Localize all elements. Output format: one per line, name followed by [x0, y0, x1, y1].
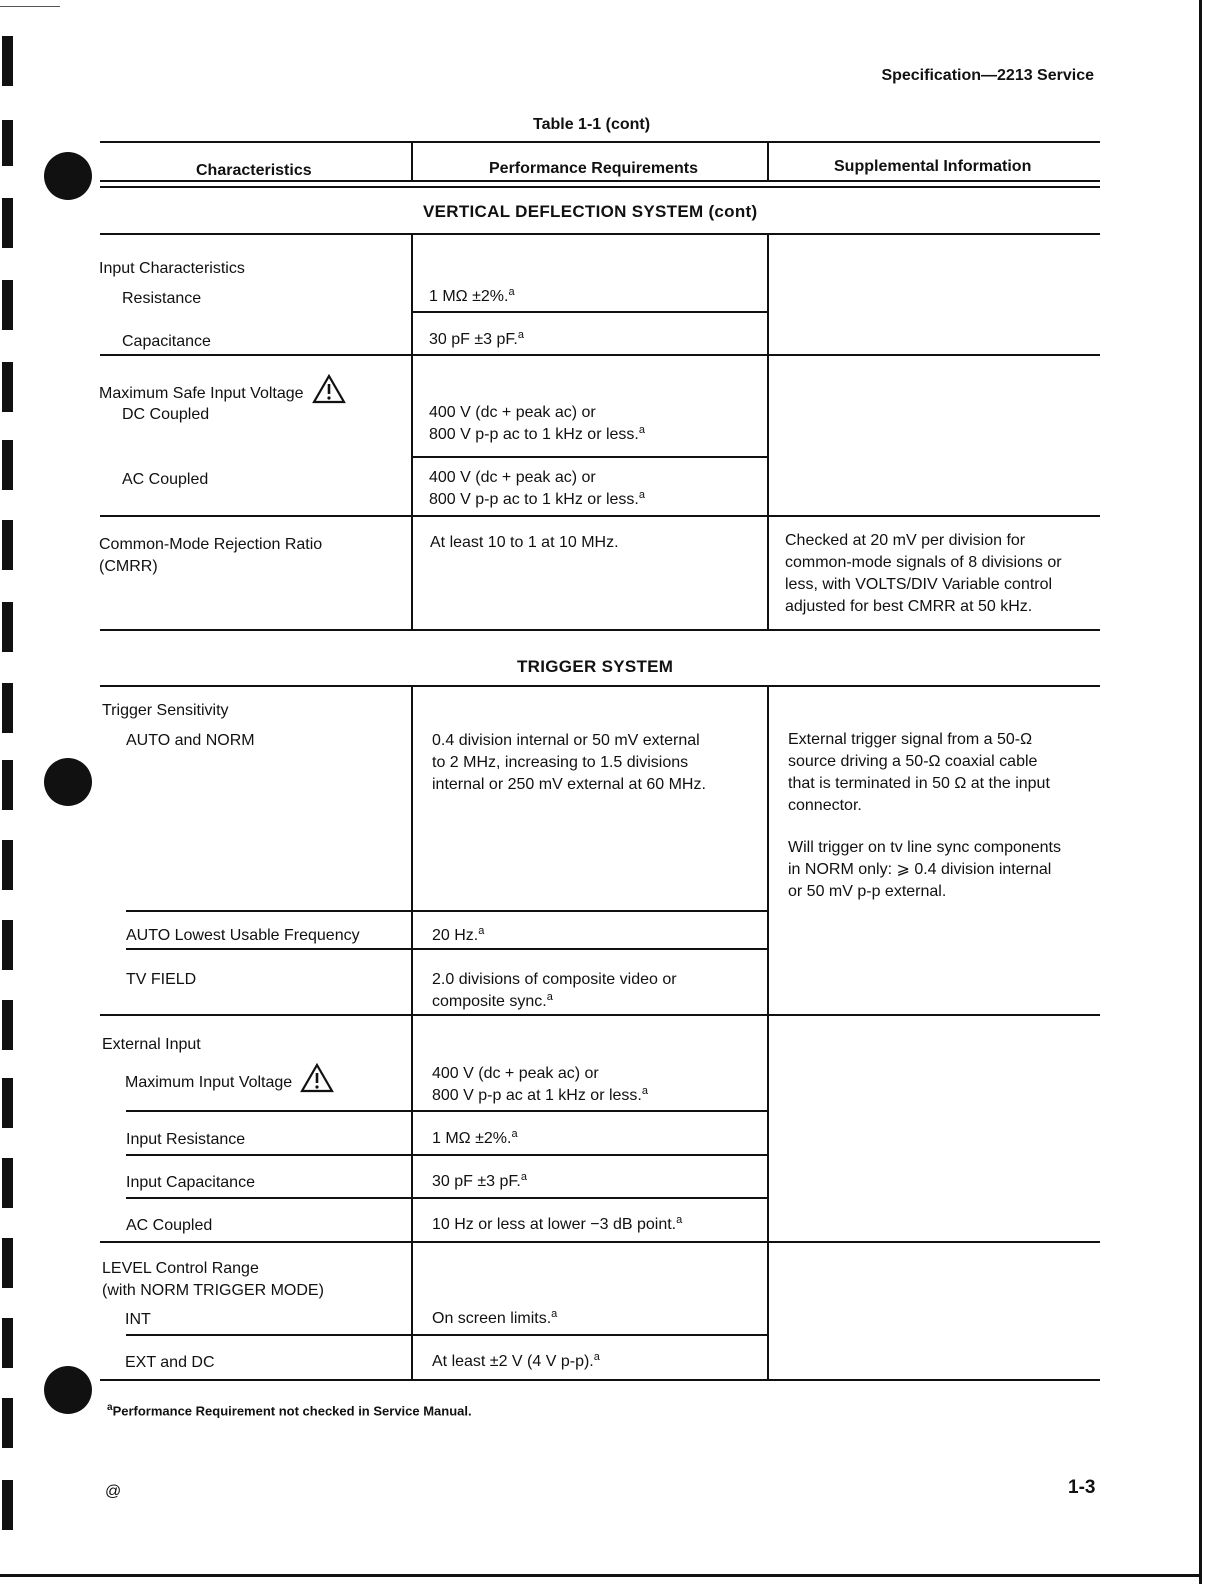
column-divider: [411, 685, 413, 1381]
label-input-resistance: Input Resistance: [126, 1131, 246, 1148]
label-trigger-sensitivity: Trigger Sensitivity: [102, 702, 229, 719]
binding-bar: [2, 683, 13, 733]
binding-bar: [2, 1480, 13, 1530]
value-ext-dc: At least ±2 V (4 V p-p).$^a$: [432, 1351, 600, 1370]
row-rule: [126, 948, 768, 950]
value-tv-field-2: composite sync.$^a$: [432, 991, 553, 1010]
row-rule: [411, 311, 768, 313]
value-auto-norm-1: 0.4 division internal or 50 mV external: [432, 732, 700, 749]
label-dc-coupled: DC Coupled: [122, 406, 210, 423]
value-input-resistance: 1 MΩ ±2%.$^a$: [432, 1128, 518, 1147]
label-capacitance: Capacitance: [122, 333, 211, 350]
binding-bar: [2, 280, 13, 330]
binding-bar: [2, 920, 13, 970]
punch-hole: [44, 758, 92, 806]
row-rule: [126, 1334, 768, 1336]
binding-bar: [2, 362, 13, 412]
value-int: On screen limits.$^a$: [432, 1308, 558, 1327]
row-rule: [100, 629, 1100, 631]
punch-hole: [44, 152, 92, 200]
table-title: Table 1-1 (cont): [533, 116, 651, 133]
info-tv-3: or 50 mV p-p external.: [788, 883, 947, 900]
label-ext-dc: EXT and DC: [125, 1354, 215, 1371]
info-tv-2: in NORM only: ⩾ 0.4 division internal: [788, 861, 1052, 878]
label-auto-lowest: AUTO Lowest Usable Frequency: [126, 927, 360, 944]
value-max-input-1: 400 V (dc + peak ac) or: [432, 1065, 599, 1082]
binding-bar: [2, 1158, 13, 1208]
value-dc-coupled-1: 400 V (dc + peak ac) or: [429, 404, 596, 421]
page-right-edge: [1199, 0, 1202, 1584]
row-rule: [411, 456, 768, 458]
info-tv-1: Will trigger on tv line sync components: [788, 839, 1061, 856]
value-input-capacitance: 30 pF ±3 pF.$^a$: [432, 1171, 527, 1190]
warning-triangle-icon: [300, 1063, 334, 1093]
punch-hole: [44, 1366, 92, 1414]
value-tv-field-1: 2.0 divisions of composite video or: [432, 971, 677, 988]
running-header: Specification—2213 Service: [881, 67, 1094, 84]
value-ac-coupled-2: 800 V p-p ac to 1 kHz or less.$^a$: [429, 489, 645, 508]
row-rule: [126, 1197, 768, 1199]
column-divider: [767, 685, 769, 1381]
footnote: $^a$Performance Requirement not checked in Service Manual.: [107, 1402, 472, 1419]
copyright-symbol: @: [105, 1483, 122, 1500]
info-auto-norm-4: connector.: [788, 797, 862, 814]
label-tv-field: TV FIELD: [126, 971, 197, 988]
col-header-performance: Performance Requirements: [489, 160, 698, 177]
info-auto-norm-2: source driving a 50-Ω coaxial cable: [788, 753, 1038, 770]
binding-bar: [2, 1078, 13, 1128]
label-resistance: Resistance: [122, 290, 202, 307]
col-header-characteristics: Characteristics: [196, 162, 312, 179]
col-header-supplemental: Supplemental Information: [834, 158, 1032, 175]
label-ac-coupled: AC Coupled: [122, 471, 209, 488]
table-bottom-rule: [100, 1379, 1100, 1381]
label-input-capacitance: Input Capacitance: [126, 1174, 255, 1191]
binding-bar: [2, 198, 13, 248]
value-auto-norm-3: internal or 250 mV external at 60 MHz.: [432, 776, 706, 793]
value-auto-norm-2: to 2 MHz, increasing to 1.5 divisions: [432, 754, 689, 771]
binding-bar: [2, 602, 13, 652]
table-top-rule: [100, 141, 1100, 143]
label-ext-ac-coupled: AC Coupled: [126, 1217, 213, 1234]
label-level-control-2: (with NORM TRIGGER MODE): [102, 1282, 324, 1299]
page-bottom-edge: [0, 1574, 1200, 1577]
value-max-input-2: 800 V p-p ac at 1 kHz or less.$^a$: [432, 1085, 648, 1104]
label-level-control-1: LEVEL Control Range: [102, 1260, 259, 1277]
binding-bar: [2, 520, 13, 570]
value-resistance: 1 MΩ ±2%.$^a$: [429, 286, 515, 305]
column-divider: [767, 233, 769, 631]
info-cmrr-3: less, with VOLTS/DIV Variable control: [785, 576, 1053, 593]
info-auto-norm-1: External trigger signal from a 50-Ω: [788, 731, 1033, 748]
section-rule: [100, 233, 1100, 235]
row-rule: [126, 910, 768, 912]
row-rule: [100, 1014, 1100, 1016]
label-cmrr-1: Common-Mode Rejection Ratio: [99, 536, 323, 553]
binding-bar: [2, 1000, 13, 1050]
value-auto-lowest: 20 Hz.$^a$: [432, 925, 485, 944]
row-rule: [100, 354, 1100, 356]
info-cmrr-4: adjusted for best CMRR at 50 kHz.: [785, 598, 1033, 615]
label-external-input: External Input: [102, 1036, 201, 1053]
column-divider: [411, 233, 413, 631]
value-ac-coupled-1: 400 V (dc + peak ac) or: [429, 469, 596, 486]
binding-bar: [2, 440, 13, 490]
binding-bar: [2, 120, 13, 166]
column-divider: [411, 141, 413, 182]
value-cmrr: At least 10 to 1 at 10 MHz.: [430, 534, 619, 551]
section-title-trigger: TRIGGER SYSTEM: [517, 657, 674, 676]
warning-triangle-icon: [312, 374, 346, 404]
binding-bar: [2, 1238, 13, 1288]
label-auto-norm: AUTO and NORM: [126, 732, 255, 749]
binding-bar: [2, 840, 13, 890]
value-ext-ac-coupled: 10 Hz or less at lower −3 dB point.$^a$: [432, 1214, 683, 1233]
info-auto-norm-3: that is terminated in 50 Ω at the input: [788, 775, 1050, 792]
header-rule-double: [100, 186, 1100, 188]
binding-bar: [2, 1398, 13, 1448]
scan-edge-mark: [0, 6, 60, 7]
label-max-input-voltage: Maximum Input Voltage: [125, 1063, 334, 1094]
column-divider: [767, 141, 769, 182]
label-input-characteristics: Input Characteristics: [99, 260, 245, 277]
row-rule: [126, 1110, 768, 1112]
row-rule: [126, 1154, 768, 1156]
label-cmrr-2: (CMRR): [99, 558, 158, 575]
section-title-vertical: VERTICAL DEFLECTION SYSTEM (cont): [423, 202, 758, 221]
label-int: INT: [125, 1311, 151, 1328]
row-rule: [100, 1241, 1100, 1243]
page-number: 1-3: [1068, 1477, 1096, 1498]
binding-bar: [2, 1318, 13, 1368]
info-cmrr-2: common-mode signals of 8 divisions or: [785, 554, 1062, 571]
label-max-safe-input: Maximum Safe Input Voltage: [99, 374, 346, 405]
value-capacitance: 30 pF ±3 pF.$^a$: [429, 329, 524, 348]
section-rule: [100, 685, 1100, 687]
binding-bar: [2, 760, 13, 810]
info-cmrr-1: Checked at 20 mV per division for: [785, 532, 1026, 549]
row-rule: [100, 515, 1100, 517]
value-dc-coupled-2: 800 V p-p ac to 1 kHz or less.$^a$: [429, 424, 645, 443]
binding-bar: [2, 36, 13, 86]
